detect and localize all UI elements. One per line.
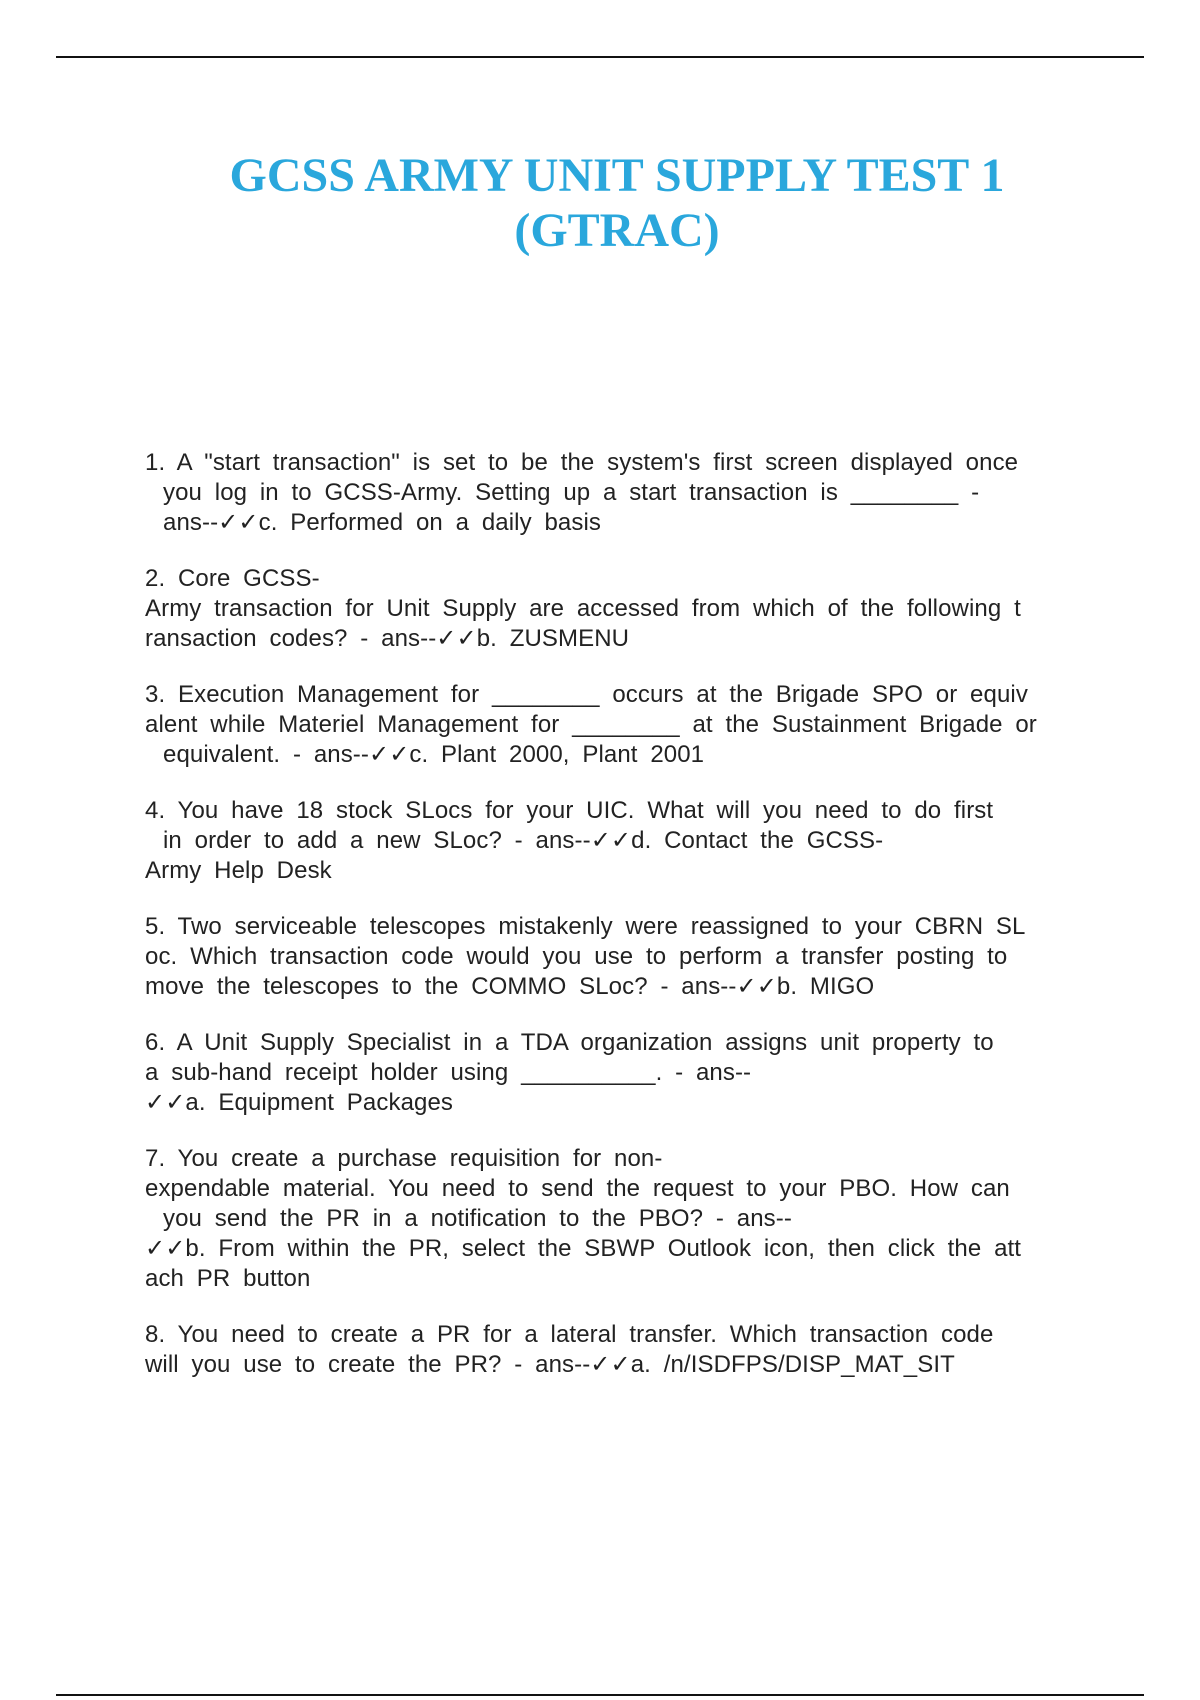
answer-line: Army Help Desk	[145, 857, 332, 884]
question-line: 1. A "start transaction" is set to be the system's first screen displayed once	[145, 449, 1019, 476]
answer-line: ach PR button	[145, 1265, 311, 1292]
answer-line: in order to add a new SLoc? - ans--✓✓d. Contact the GCSS-	[163, 827, 884, 854]
question-item	[145, 680, 1085, 770]
answer-line: ransaction codes? - ans--✓✓b. ZUSMENU	[145, 625, 630, 652]
question-line: 8. You need to create a PR for a lateral transfer. Which transaction code	[145, 1321, 994, 1348]
title-line-2: (GTRAC)	[514, 204, 720, 257]
question-line: 6. A Unit Supply Specialist in a TDA organization assigns unit property to	[145, 1029, 994, 1056]
question-item	[145, 564, 1085, 654]
question-line: alent while Materiel Management for ________ at the Sustainment Brigade or	[145, 711, 1037, 738]
question-line: you log in to GCSS-Army. Setting up a start transaction is ________ -	[163, 479, 980, 506]
question-line: 5. Two serviceable telescopes mistakenly were reassigned to your CBRN SL	[145, 913, 1026, 940]
answer-line: equivalent. - ans--✓✓c. Plant 2000, Plant 2001	[163, 741, 705, 768]
answer-line: move the telescopes to the COMMO SLoc? - ans--✓✓b. MIGO	[145, 973, 875, 1000]
question-line: you send the PR in a notification to the PBO? - ans--	[163, 1205, 792, 1232]
question-item	[145, 1028, 1085, 1118]
question-item	[145, 448, 1085, 538]
question-item	[145, 796, 1085, 886]
question-list	[145, 448, 1085, 1406]
question-item	[145, 1144, 1085, 1294]
answer-line: ✓✓b. From within the PR, select the SBWP Outlook icon, then click the att	[145, 1235, 1022, 1262]
question-line: a sub-hand receipt holder using __________. - ans--	[145, 1059, 752, 1086]
question-item	[145, 1320, 1085, 1380]
page-title	[0, 148, 1200, 258]
question-item	[145, 912, 1085, 1002]
question-line: 2. Core GCSS-	[145, 565, 320, 592]
question-line: 4. You have 18 stock SLocs for your UIC. What will you need to do first	[145, 797, 994, 824]
title-line-1: GCSS ARMY UNIT SUPPLY TEST 1	[229, 149, 1005, 202]
answer-line: ✓✓a. Equipment Packages	[145, 1089, 454, 1116]
question-line: oc. Which transaction code would you use to perform a transfer posting to	[145, 943, 1008, 970]
answer-line: will you use to create the PR? - ans--✓✓a. /n/ISDFPS/DISP_MAT_SIT	[145, 1351, 955, 1378]
question-line: Army transaction for Unit Supply are accessed from which of the following t	[145, 595, 1021, 622]
answer-line: ans--✓✓c. Performed on a daily basis	[163, 509, 601, 536]
top-rule	[56, 56, 1144, 58]
question-line: 7. You create a purchase requisition for non-	[145, 1145, 663, 1172]
bottom-rule	[56, 1694, 1144, 1696]
question-line: expendable material. You need to send the request to your PBO. How can	[145, 1175, 1010, 1202]
question-line: 3. Execution Management for ________ occurs at the Brigade SPO or equiv	[145, 681, 1028, 708]
